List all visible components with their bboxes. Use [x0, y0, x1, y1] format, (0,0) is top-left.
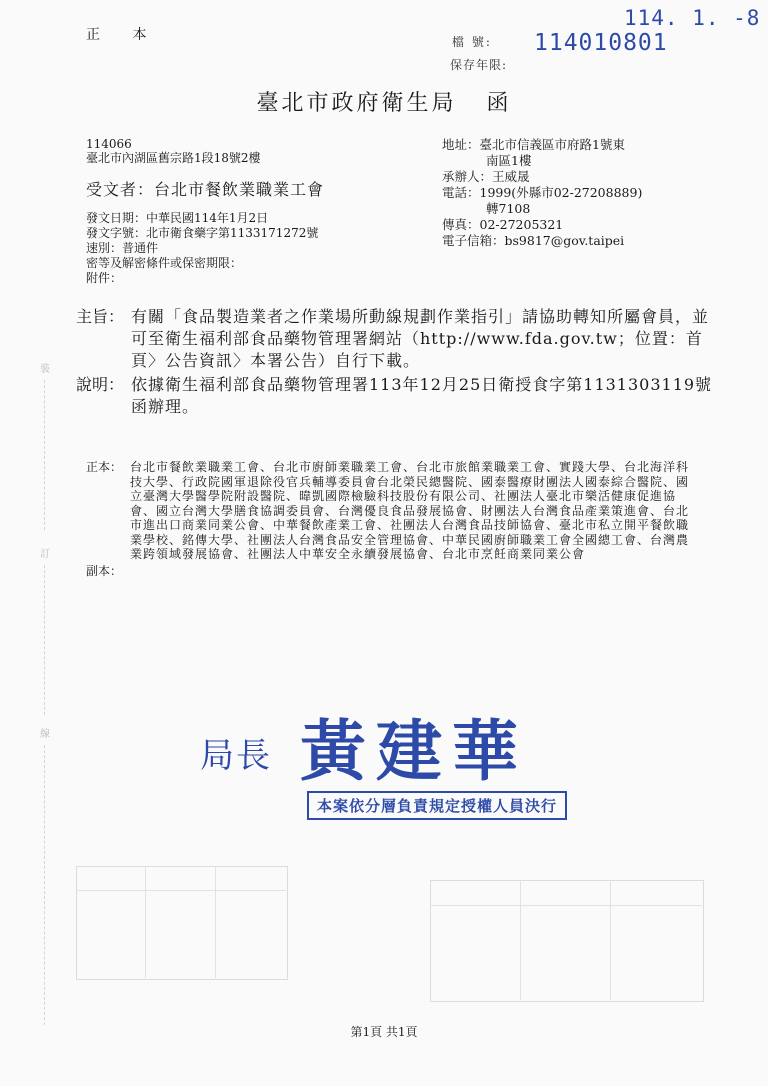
file-number-stamp: 114010801 — [534, 30, 668, 56]
binding-line — [44, 565, 45, 715]
faint-rule — [145, 866, 146, 978]
secrecy-level: 密等及解密條件或保密期限： — [86, 256, 243, 270]
binding-mark-ding: 訂 — [40, 549, 50, 560]
attachment: 附件： — [86, 271, 123, 285]
copy-type-label: 正 本 — [86, 27, 161, 43]
distribution-list — [86, 460, 696, 578]
faint-rule — [610, 880, 611, 1000]
explanation-row — [76, 374, 716, 418]
sender-address — [86, 137, 261, 165]
cc-label: 副本： — [86, 563, 123, 578]
contact-address: 地址：臺北市信義區市府路1號東 — [442, 137, 625, 152]
faint-table-left — [76, 866, 288, 980]
email: 電子信箱：bs9817@gov.taipei — [442, 233, 625, 248]
delivery-speed: 速別：普通件 — [86, 241, 159, 255]
faint-rule — [520, 880, 521, 1000]
signatory-seal: 黃建華 — [300, 712, 528, 790]
subject-text: 有關「食品製造業者之作業場所動線規劃作業指引」請協助轉知所屬會員，並可至衛生福利部食品藥物管理署網站（http://www.fda.gov.tw；位置：首頁〉公告資訊〉本署公告）自行下載。 — [131, 307, 710, 370]
send-date: 發文日期：中華民國114年1月2日 — [86, 211, 269, 225]
faint-rule — [430, 905, 702, 906]
retention-label: 保存年限: — [450, 58, 508, 72]
contact-info — [442, 137, 702, 249]
authorization-stamp: 本案依分層負責規定授權人員決行 — [307, 791, 567, 820]
subject-row — [76, 306, 716, 372]
document-title — [0, 86, 768, 117]
recipient: 受文者：台北市餐飲業職業工會 — [86, 180, 325, 199]
phone-extension: 轉7108 — [486, 201, 531, 216]
document-number: 發文字號：北市衛食藥字第1133171272號 — [86, 226, 319, 240]
issuing-organization: 臺北市政府衛生局 — [256, 91, 457, 116]
explanation-label: 說明： — [76, 375, 125, 394]
cc-row — [86, 564, 696, 579]
street-address: 臺北市內湖區舊宗路1段18號2樓 — [86, 151, 261, 165]
fax: 傳真：02-27205321 — [442, 217, 564, 232]
contact-address-cont: 南區1樓 — [486, 153, 532, 168]
binding-mark-zhuang: 裝 — [40, 364, 50, 375]
file-number-label: 檔 號: — [452, 35, 492, 49]
faint-rule — [215, 866, 216, 978]
postal-code: 114066 — [86, 137, 132, 151]
subject-label: 主旨： — [76, 307, 125, 326]
main-recipients-text: 台北市餐飲業職業工會、台北市廚師業職業工會、台北市旅館業職業工會、實踐大學、台北海洋科技大學、行政院國軍退除役官兵輔導委員會台北榮民總醫院、國泰醫療財團法人國泰綜合醫院、國立臺灣大學醫學院附設醫院、暐凱國際檢驗科技股份有限公司、社團法人臺北市樂活健康促進協會、國立台灣大學膳食協調委員會、台灣優良食品發展協會、財團法人台灣食品產業策進會、台北市進出口商業同業公會、中華餐飲產業工會、社團法人台灣食品技師協會、臺北市私立開平餐飲職業學校、銘傳大學、社團法人台灣食品安全管理協會、中華民國廚師職業工會全國總工會、台灣農業跨領域發展協會、社團法人中華安全永續發展協會、台北市烹飪商業同業公會 — [130, 460, 690, 561]
binding-line — [44, 745, 45, 1025]
main-recipients-label: 正本： — [86, 460, 123, 474]
document-meta — [86, 211, 318, 286]
document-type: 函 — [486, 91, 512, 116]
main-recipients-row — [86, 460, 696, 562]
page-number: 第1頁 共1頁 — [350, 1025, 418, 1039]
received-date-stamp: 114. 1. -8 — [624, 6, 761, 30]
phone: 電話：1999(外縣市02-27208889) — [442, 185, 643, 200]
explanation-text: 依據衛生福利部食品藥物管理署113年12月25日衛授食字第1131303119號函辦理。 — [131, 375, 713, 416]
signatory-title: 局長 — [200, 736, 272, 776]
officer: 承辦人：王威晟 — [442, 169, 530, 184]
faint-rule — [76, 890, 286, 891]
faint-table-right — [430, 880, 704, 1002]
letter-body — [76, 306, 716, 418]
binding-mark-xian: 線 — [40, 729, 50, 740]
binding-line — [44, 380, 45, 530]
